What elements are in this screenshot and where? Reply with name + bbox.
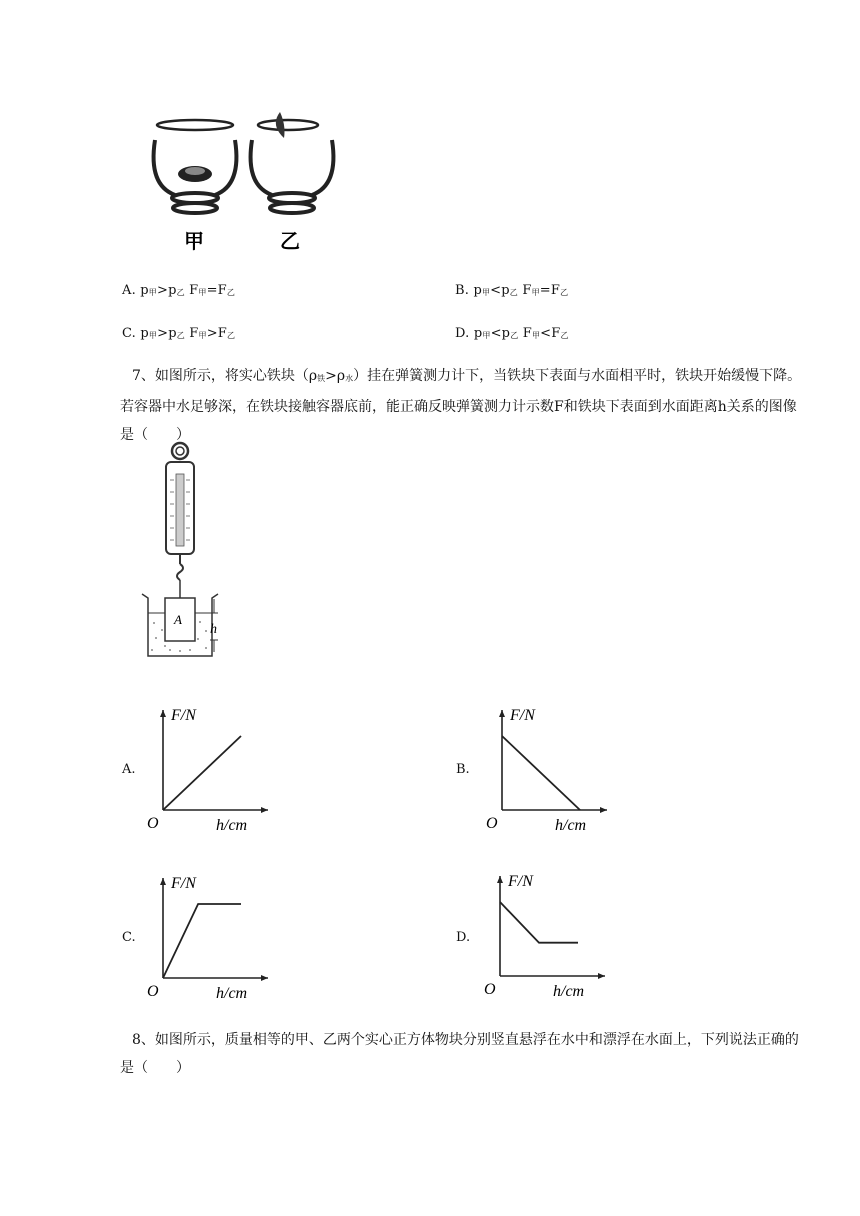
q7-question-text: 7、如图所示，将实心铁块（ρ铁>ρ水）挂在弹簧测力计下，当铁块下表面与水面相平时，铁块开始缓慢下降。若容器中水足够深，在铁块接触容器底前，能正确反映弹簧测力计示数F和铁块下表面到水面距离h关系的图像是（ ） <box>120 368 802 443</box>
figure-spring-scale <box>140 438 220 663</box>
x-axis-label: h/cm <box>553 983 585 1000</box>
graph-d[interactable] <box>482 866 632 1006</box>
graph-a[interactable] <box>145 700 285 835</box>
series-line <box>502 736 580 810</box>
y-axis-arrow <box>160 878 166 885</box>
x-axis-arrow <box>600 807 607 813</box>
y-axis-arrow <box>499 710 505 717</box>
h-marker-label: h <box>210 622 217 637</box>
graph-c[interactable] <box>145 868 295 1003</box>
x-axis-label: h/cm <box>216 985 248 1002</box>
q6-option-b[interactable]: B. p甲<p乙 F甲=F乙 <box>455 283 569 298</box>
origin-label: O <box>484 981 496 998</box>
y-axis-arrow <box>160 710 166 717</box>
q6-option-c[interactable]: C. p甲>p乙 F甲>F乙 <box>122 326 236 341</box>
containers-drawing <box>140 100 360 260</box>
q7-option-a-letter[interactable]: A. <box>122 762 136 777</box>
q6-option-a[interactable]: A. p甲>p乙 F甲=F乙 <box>122 283 236 298</box>
q7-option-b-letter[interactable]: B. <box>456 762 470 777</box>
series-line <box>163 904 241 978</box>
origin-label: O <box>147 815 159 832</box>
x-axis-label: h/cm <box>555 817 587 834</box>
y-axis-label: F/N <box>171 875 196 892</box>
q7-option-d-letter[interactable]: D. <box>456 930 471 945</box>
y-axis-label: F/N <box>510 707 535 724</box>
q8-question-text: 8、如图所示，质量相等的甲、乙两个实心正方体物块分别竖直悬浮在水中和漂浮在水面上，下列说法正确的是（ ） <box>120 1032 799 1076</box>
x-axis-arrow <box>598 973 605 979</box>
y-axis-label: F/N <box>171 707 196 724</box>
x-axis-arrow <box>261 807 268 813</box>
block-a-label: A <box>174 612 182 627</box>
figure-containers <box>140 100 360 260</box>
series-line <box>500 902 578 943</box>
x-axis-label: h/cm <box>216 817 248 834</box>
label-jia: 甲 <box>184 231 204 253</box>
q6-option-d[interactable]: D. p甲<p乙 F甲<F乙 <box>455 326 569 341</box>
label-yi: 乙 <box>280 231 300 253</box>
x-axis-arrow <box>261 975 268 981</box>
origin-label: O <box>486 815 498 832</box>
series-line <box>163 736 241 810</box>
q7-option-c-letter[interactable]: C. <box>122 930 136 945</box>
y-axis-label: F/N <box>508 873 533 890</box>
y-axis-arrow <box>497 876 503 883</box>
graph-b[interactable] <box>484 700 624 835</box>
origin-label: O <box>147 983 159 1000</box>
